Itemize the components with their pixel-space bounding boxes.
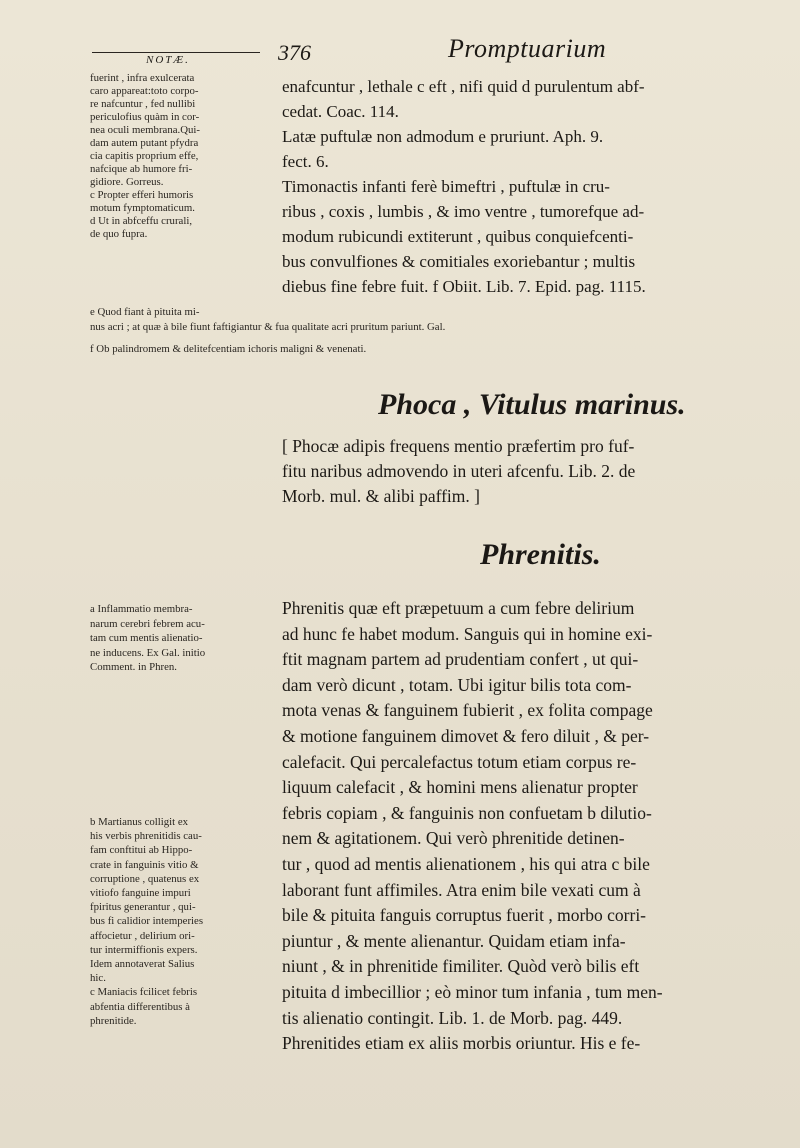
side-note-top: fuerint , infra exulcerata caro appareat:toto corpo- re nafcuntur , fed nullibi periculofius quàm in cor- nea oculi membrana.Qui- dam autem putant pfydra cia capitis proprium effe, nafcique ab humore fri- gidiore. Gorreus. c Propter efferi humoris motum fymptomaticum. d Ut in abfceffu crurali, de quo fupra. [90,72,201,240]
phoca-text: [ Phocæ adipis frequens mentio præfertim pro fuf- fitu naribus admovendo in uteri afcenfu. Lib. 2. de Morb. mul. & alibi paffim. ] [282,436,636,506]
page-header [88,34,758,68]
main-text-top: enafcuntur , lethale c eft , nifi quid d purulentum abf- cedat. Coac. 114. Latæ puftulæ non admodum e pruriunt. Aph. 9. fect. 6. Timonactis infanti ferè bimeftri , puftulæ in cru- ribus , coxis , lumbis , & imo ventre , tumorefque ad- modum rubicundi extiterunt , quibus conquiefcenti- bus convulfiones & comitiales exoriebantur ; multis diebus fine febre fuit. f Obiit. Lib. 7. Epid. pag. 1115. [282,77,646,296]
side-note-b-c: b Martianus colligit ex his verbis phrenitidis cau- fam conftitui ab Hippo- crate in fanguinis vitio & corruptione , quatenus ex vitiofo fanguine impuri fpiritus generantur , qui- bus fi calidior intemperies affocietur , delirium ori- tur intermiffionis expers. Idem annotaverat Salius hic. c Maniacis fcilicet febris abfentia differentibus à phrenitide. [90,816,204,1027]
footnote-f: f Ob palindromem & delitefcentiam ichoris maligni & venenati. [90,343,367,355]
header-rule [92,52,260,53]
running-title: Promptuarium [448,34,607,63]
page-number: 376 [278,40,311,65]
phrenitis-heading: Phrenitis. [480,538,601,571]
phoca-heading: Phoca , Vitulus marinus. [378,388,686,421]
side-note-a: a Inflammatio membra- narum cerebri febrem acu- tam cum mentis alienatio- ne inducens. Ex Gal. initio Comment. in Phren. [90,603,206,673]
footnote-e: e Quod fiant à pituita mi- nus acri ; at quæ à bile fiunt faftigiantur & fua qualitate acri pruritum pariunt. Gal. [90,306,446,333]
notae-label: NOTÆ. [146,54,190,66]
phrenitis-text: Phrenitis quæ eft præpetuum a cum febre delirium ad hunc fe habet modum. Sanguis qui in homine exi- ftit magnam partem ad prudentiam confert , ut qui- dam verò dicunt , totam. Ubi igitur bilis tota com- mota venas & fanguinem fubierit , ex folita compage & motione fanguinem dimovet & fero diluit , & per- calefacit. Qui percalefactus totum etiam corpus re- liquum calefacit , & homini mens alienatur propter febris copiam , & fanguinis non confuetam b dilutio- nem & agitationem. Qui verò phrenitide detinen- tur , quod ad mentis alienationem , his qui atra c bile laborant funt affimiles. Atra enim bile vexati cum à bile & pituita fanguis corruptus fuerit , morbo corri- piuntur , & mente alienantur. Quidam etiam infa- niunt , & in phrenitide fimiliter. Quòd verò bilis eft pituita d imbecillior ; eò minor tum infania , tum men- tis alienatio contingit. Lib. 1. de Morb. pag. 449. Phrenitides etiam ex aliis morbis oriuntur. His e fe- [282,598,663,1054]
